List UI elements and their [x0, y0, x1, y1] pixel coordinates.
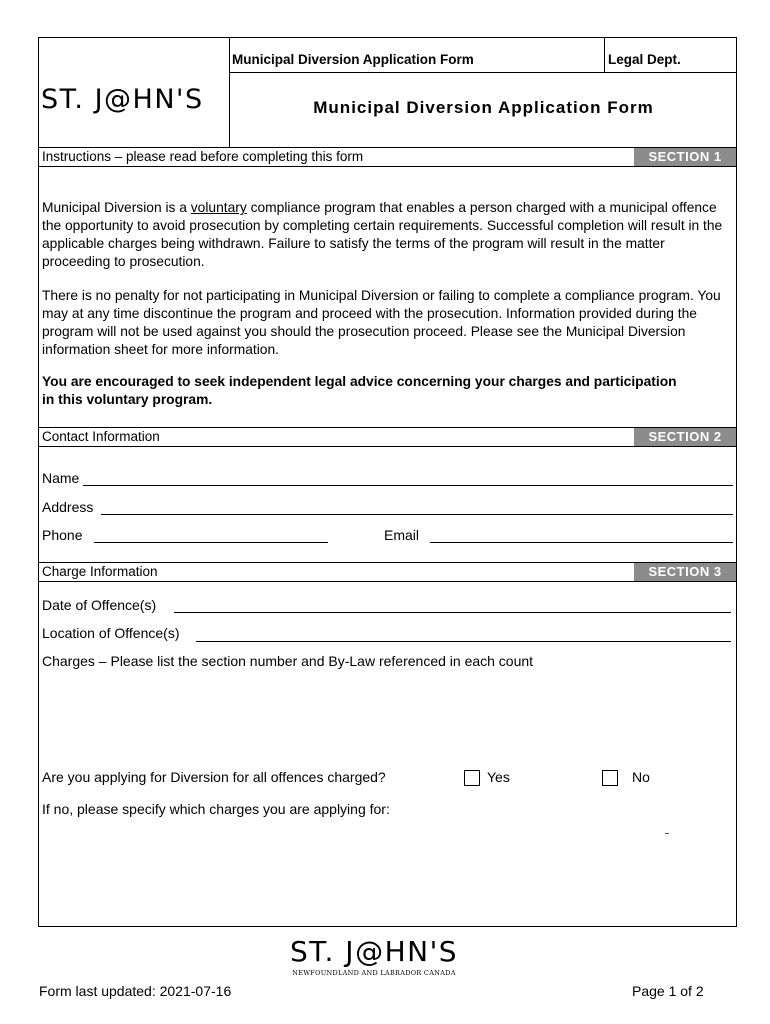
- location-label: Location of Offence(s): [42, 625, 180, 641]
- header-divider: [229, 37, 230, 151]
- header-form-name: Municipal Diversion Application Form: [232, 52, 474, 67]
- page-number: Page 1 of 2: [632, 983, 704, 999]
- name-label: Name: [42, 470, 80, 486]
- section-2-tag: SECTION 2: [634, 428, 736, 446]
- no-checkbox[interactable]: [602, 770, 618, 786]
- address-field[interactable]: [101, 514, 733, 515]
- email-field[interactable]: [430, 542, 733, 543]
- section-1-label: Instructions – please read before completing this form: [42, 149, 364, 164]
- email-label: Email: [384, 527, 420, 543]
- logo-text: ST. J@HN'S: [41, 84, 204, 115]
- header-dept-divider: [604, 37, 605, 73]
- name-field[interactable]: [83, 485, 733, 486]
- form-updated-date: Form last updated: 2021-07-16: [39, 983, 232, 999]
- location-field[interactable]: [196, 641, 731, 642]
- section-2-bar: [39, 427, 736, 447]
- address-label: Address: [42, 499, 94, 515]
- phone-label: Phone: [42, 527, 83, 543]
- paragraph-1: Municipal Diversion is a voluntary compliance program that enables a person charged with a municipal offence the opportunity to avoid prosecution by completing certain requirements. Successful completion will result in the applicable charges being withdrawn. Failure to satisfy the terms of the program will result in the matter proceeding to prosecution.: [42, 200, 723, 269]
- section-3-bar: [39, 562, 736, 582]
- header-row-line: [229, 72, 737, 73]
- date-label: Date of Offence(s): [42, 597, 157, 613]
- yes-label: Yes: [487, 769, 510, 785]
- section-1-tag: SECTION 1: [634, 148, 736, 166]
- phone-field[interactable]: [94, 542, 328, 543]
- city-logo: [41, 84, 204, 115]
- if-no-label: If no, please specify which charges you are applying for:: [42, 801, 390, 817]
- footer-logo-text: ST. J@HN'S: [289, 935, 459, 968]
- footer-logo-subtitle: NEWFOUNDLAND AND LABRADOR CANADA: [292, 969, 456, 977]
- date-field[interactable]: [174, 612, 731, 613]
- section-3-tag: SECTION 3: [634, 563, 736, 581]
- section-3-label: Charge Information: [42, 564, 158, 579]
- no-label: No: [632, 769, 650, 785]
- stray-mark: [665, 833, 669, 834]
- charges-entry-area[interactable]: [42, 673, 732, 763]
- paragraph-2: There is no penalty for not participating in Municipal Diversion or failing to complete a compliance program. You may at any time discontinue the program and proceed with the prosecution. Information provided during the program will not be used against you should the prosecution proceed. Please see the Municipal Diversion information sheet for more information.: [42, 288, 721, 357]
- voluntary-underlined: voluntary: [190, 200, 247, 215]
- form-frame: [38, 37, 737, 927]
- paragraph-legal-advice: You are encouraged to seek independent legal advice concerning your charges and participation in this voluntary program.: [42, 374, 677, 407]
- specify-charges-area[interactable]: [42, 822, 732, 922]
- section-1-bar: [39, 147, 736, 167]
- page-title: Municipal Diversion Application Form: [313, 98, 654, 117]
- header-dept: Legal Dept.: [608, 52, 681, 67]
- section-2-label: Contact Information: [42, 429, 160, 444]
- charges-label: Charges – Please list the section number and By-Law referenced in each count: [42, 653, 534, 669]
- all-offences-question: Are you applying for Diversion for all offences charged?: [42, 769, 386, 785]
- footer-logo: [276, 936, 472, 977]
- yes-checkbox[interactable]: [464, 770, 480, 786]
